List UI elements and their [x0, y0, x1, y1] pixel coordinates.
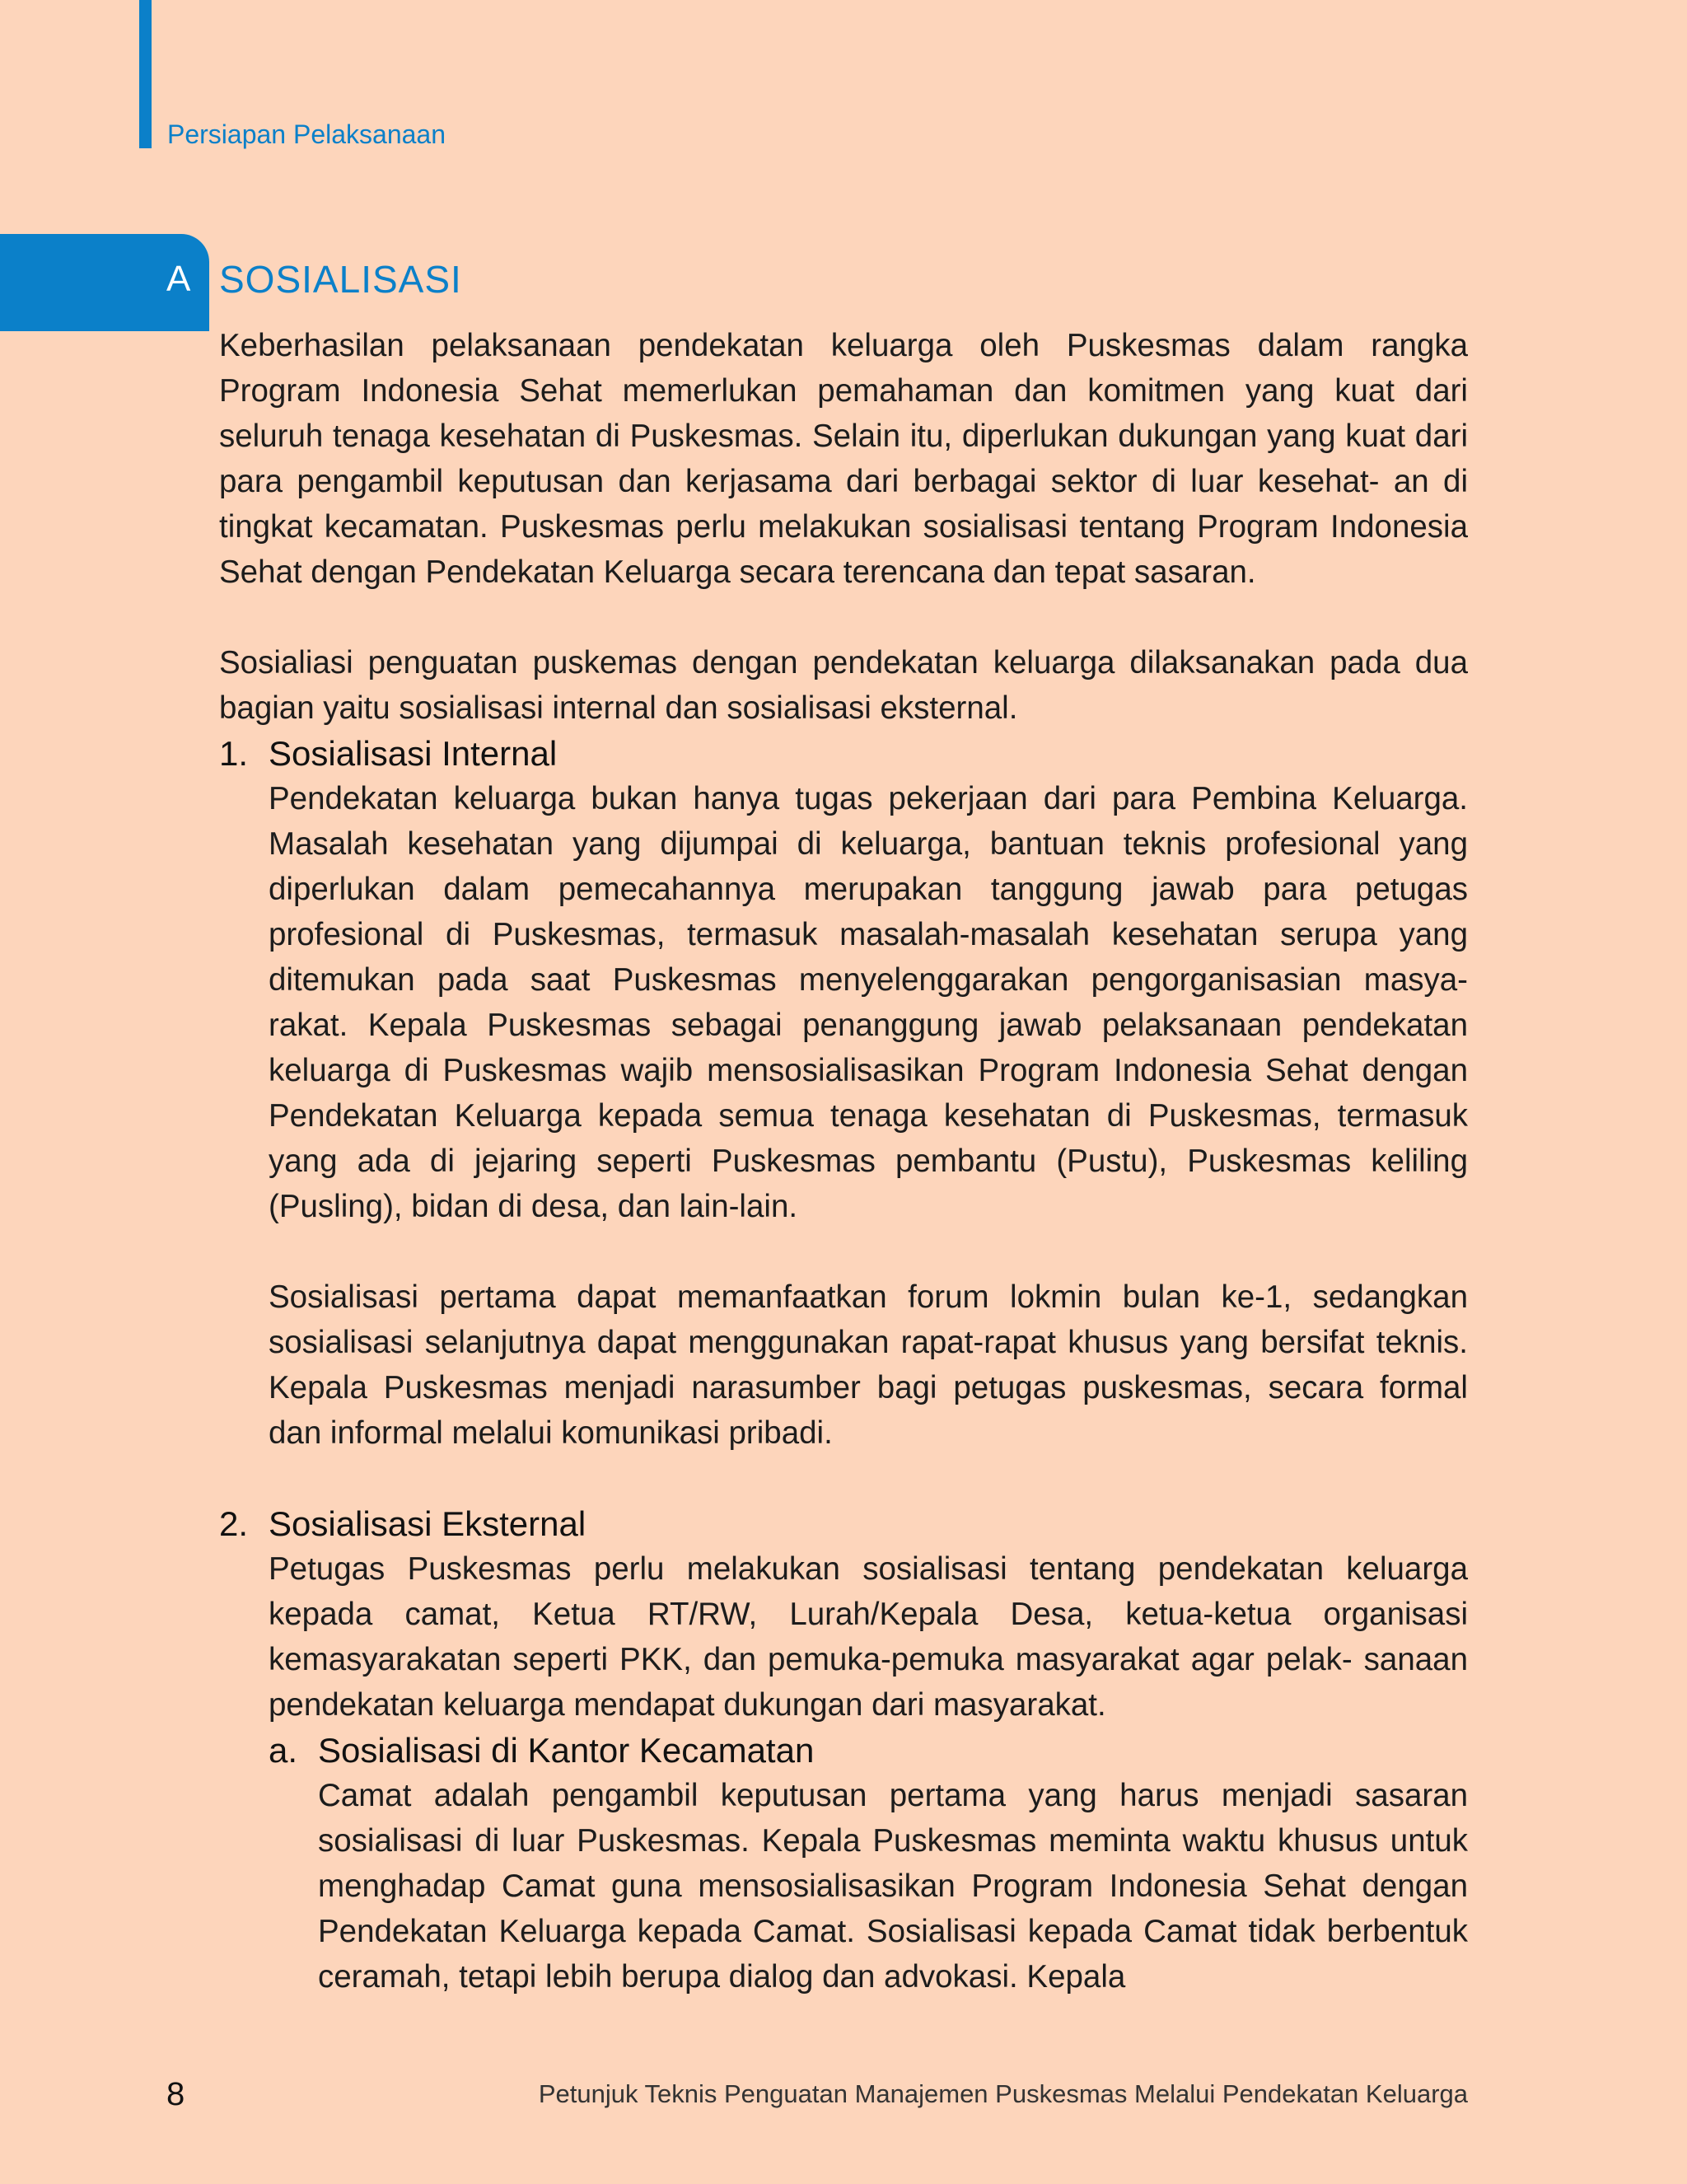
intro-paragraph-1: Keberhasilan pelaksanaan pendekatan keluarga oleh Puskesmas dalam rangka Program Indonesia Sehat memerlukan pemahaman dan komitmen yang kuat dari seluruh tenaga kesehatan di Puskesmas. Selain itu, diperlukan dukungan yang kuat dari para pengambil keputusan dan kerjasama dari berbagai sektor di luar kesehat- an di tingkat kecamatan. Puskesmas perlu melakukan sosialisasi tentang Program Indonesia Sehat dengan Pendekatan Keluarga secara terencana dan tepat sasaran. — [219, 328, 1468, 590]
heading-internal — [219, 731, 1687, 776]
intro-paragraph-2: Sosialiasi penguatan puskemas dengan pendekatan keluarga dilaksanakan pada dua bagian yaitu sosialisasi internal dan sosialisasi eksternal. — [219, 645, 1468, 726]
heading-internal-number: 1. — [219, 734, 249, 773]
paragraph-gap — [0, 1229, 1687, 1274]
heading-internal-title: Sosialisasi Internal — [269, 734, 558, 773]
section-title: SOSIALISASI — [219, 258, 462, 301]
paragraph-gap — [0, 1456, 1687, 1501]
running-header: Persiapan Pelaksanaan — [167, 119, 446, 149]
heading-external-title: Sosialisasi Eksternal — [269, 1504, 586, 1543]
page-number: 8 — [166, 2076, 185, 2112]
footer-book-title: Petunjuk Teknis Penguatan Manajemen Puskesmas Melalui Pendekatan Keluarga — [538, 2079, 1468, 2108]
header-accent-bar — [139, 0, 152, 148]
heading-sub-a — [269, 1728, 1687, 1773]
page-content — [0, 323, 1687, 1999]
external-paragraph-1: Petugas Puskesmas perlu melakukan sosialisasi tentang pendekatan keluarga kepada camat, Ketua RT/RW, Lurah/Kepala Desa, ketua-ketua organisasi kemasyarakatan seperti PKK, dan pemuka-pemuka masyarakat agar pelak- sanaan pendekatan keluarga mendapat dukungan dari masyarakat. — [269, 1551, 1468, 1723]
heading-external — [219, 1501, 1687, 1546]
heading-sub-a-title: Sosialisasi di Kantor Kecamatan — [318, 1731, 815, 1770]
section-letter: A — [166, 259, 191, 299]
sub-a-paragraph: Camat adalah pengambil keputusan pertama yang harus menjadi sasaran sosialisasi di luar Puskesmas. Kepala Puskesmas meminta waktu khusus untuk menghadap Camat guna mensosialisasikan Program Indonesia Sehat dengan Pendekatan Keluarga kepada Camat. Sosialisasi kepada Camat tidak berbentuk ceramah, tetapi lebih berupa dialog dan advokasi. Kepala — [318, 1778, 1468, 1995]
internal-paragraph-1: Pendekatan keluarga bukan hanya tugas pekerjaan dari para Pembina Keluarga. Masalah kesehatan yang dijumpai di keluarga, bantuan teknis profesional yang diperlukan dalam pemecahannya merupakan tanggung jawab para petugas profesional di Puskesmas, termasuk masalah-masalah kesehatan serupa yang ditemukan pada saat Puskesmas menyelenggarakan pengorganisasian masya- rakat. Kepala Puskesmas sebagai penanggung jawab pelaksanaan pendekatan keluarga di Puskesmas wajib mensosialisasikan Program Indonesia Sehat dengan Pendekatan Keluarga kepada semua tenaga kesehatan di Puskesmas, termasuk yang ada di jejaring seperti Puskesmas pembantu (Pustu), Puskesmas keliling (Pusling), bidan di desa, dan lain-lain. — [269, 781, 1468, 1224]
heading-external-number: 2. — [219, 1504, 249, 1543]
heading-sub-a-letter: a. — [269, 1731, 298, 1770]
internal-paragraph-2: Sosialisasi pertama dapat memanfaatkan forum lokmin bulan ke-1, sedangkan sosialisasi selanjutnya dapat menggunakan rapat-rapat khusus yang bersifat teknis. Kepala Puskesmas menjadi narasumber bagi petugas puskesmas, secara formal dan informal melalui komunikasi pribadi. — [269, 1279, 1468, 1451]
paragraph-gap — [0, 595, 1687, 640]
